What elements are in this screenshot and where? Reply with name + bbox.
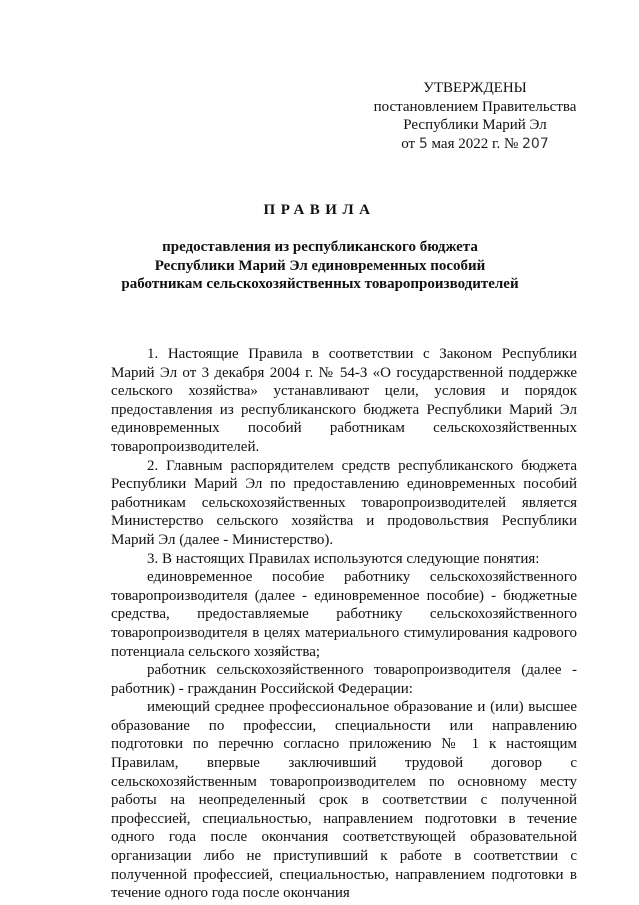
approval-date-month-year: мая 2022 г. № bbox=[431, 135, 519, 152]
definition-lump-sum-allowance: единовременное пособие работнику сельскохозяйственного товаропроизводителя (далее - единовременное пособие) - бюджетные средства, предоставляемые работнику сельскохозяйственного товаропроизводителя в целях материального стимулирования кадрового потенциала сельского хозяйства; bbox=[111, 569, 577, 660]
subtitle-line: работникам сельскохозяйственных товаропроизводителей bbox=[121, 276, 519, 292]
subtitle-line: предоставления из республиканского бюджета bbox=[162, 239, 478, 255]
approval-heading: УТВЕРЖДЕНЫ bbox=[423, 80, 527, 96]
paragraph-1-purpose: 1. Настоящие Правила в соответствии с Законом Республики Марий Эл от 3 декабря 2004 г. № 54-З «О государственной поддержке сельского хозяйства» устанавливают цели, условия и порядок предоставления из республиканского бюджета Республики Марий Эл единовременных пособий работникам сельскохозяйственных товаропроизводителей. bbox=[111, 346, 577, 455]
paragraph-3-definitions: 3. В настоящих Правилах используются следующие понятия: bbox=[147, 550, 540, 567]
approval-date-prefix: от bbox=[401, 135, 416, 152]
approval-block bbox=[366, 79, 584, 153]
subtitle-line: Республики Марий Эл единовременных пособий bbox=[154, 257, 486, 274]
definition-worker: работник сельскохозяйственного товаропроизводителя (далее - работник) - гражданин Российской Федерации: bbox=[111, 662, 577, 697]
definition-worker-criteria: имеющий среднее профессиональное образование и (или) высшее образование по профессии, специальности или направлению подготовки по перечню согласно приложению № 1 к настоящим Правилам, впервые заключивший трудовой договор с сельскохозяйственным товаропроизводителем по основному месту работы на неопределенный срок в соответствии с полученной профессией, специальностью, направлением подготовки в течение одного года после окончания соответствующей образовательной организации либо не приступивший к работе в соответствии с полученной профессией, специальностью, направлением подготовки в течение одного года после окончания bbox=[111, 699, 577, 902]
document-subtitle bbox=[110, 238, 530, 294]
document-body bbox=[111, 345, 577, 903]
approval-number: 207 bbox=[522, 135, 549, 152]
approval-issuer-region: Республики Марий Эл bbox=[403, 117, 547, 133]
approval-issuer-line: постановлением Правительства bbox=[373, 98, 577, 115]
approval-date-line bbox=[366, 135, 584, 154]
document-title: ПРАВИЛА bbox=[263, 202, 376, 218]
paragraph-2-administrator: 2. Главным распорядителем средств республиканского бюджета Республики Марий Эл по предоставлению единовременных пособий работникам сельскохозяйственных товаропроизводителей является Министерство сельского хозяйства и продовольствия Республики Марий Эл (далее - Министерство). bbox=[111, 457, 577, 548]
approval-date-day: 5 bbox=[418, 135, 428, 152]
